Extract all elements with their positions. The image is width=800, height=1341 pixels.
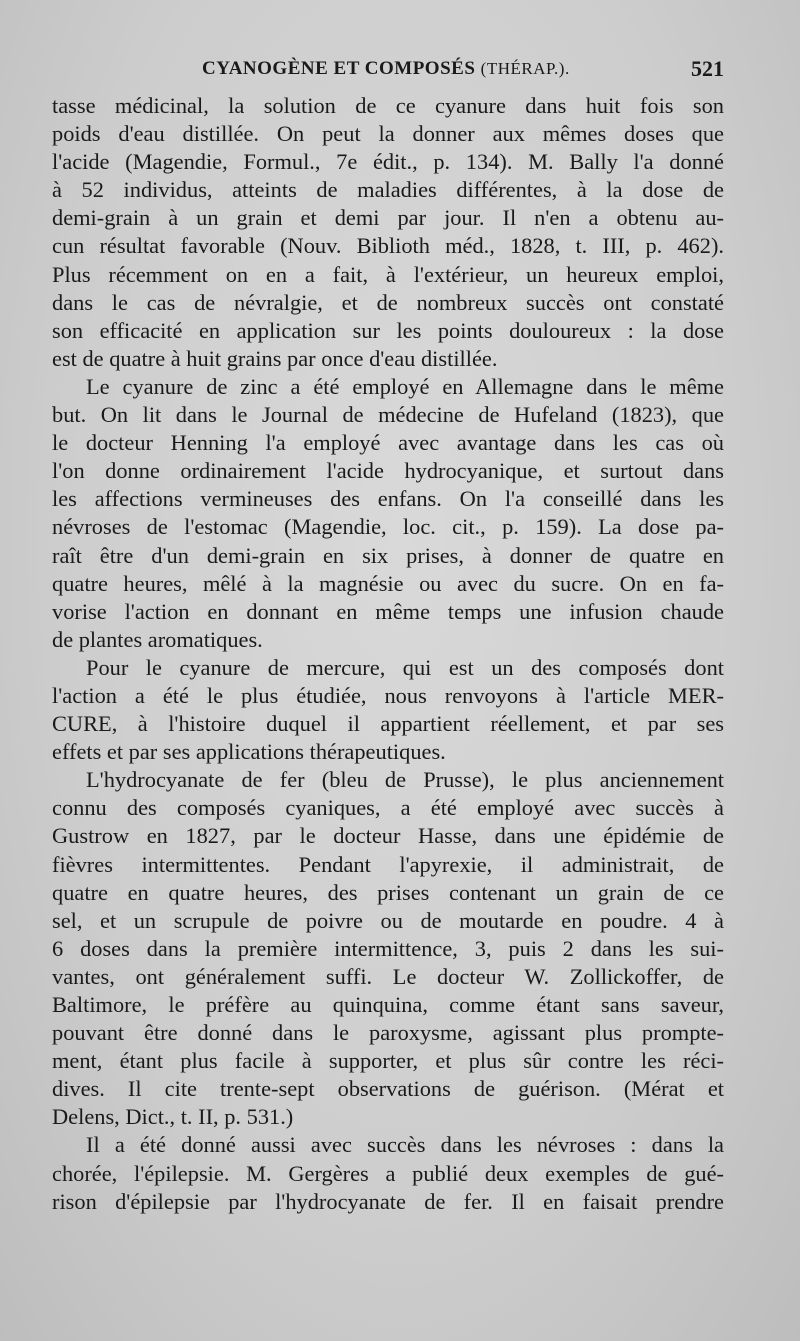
body-text — [52, 92, 724, 1216]
text-line: l'acide (Magendie, Formul., 7e édit., p. 134). M. Bally l'a donné — [52, 149, 724, 175]
running-title-sub: (THÉRAP.). — [480, 59, 570, 78]
text-line: Il a été donné aussi avec succès dans les névroses : dans la — [86, 1132, 724, 1158]
text-line: fièvres intermittentes. Pendant l'apyrexie, il administrait, de — [52, 851, 724, 877]
text-line: quatre heures, mêlé à la magnésie ou avec du sucre. On en fa- — [52, 570, 724, 596]
text-line: tasse médicinal, la solution de ce cyanure dans huit fois son — [52, 93, 724, 118]
text-line: but. On lit dans le Journal de médecine de Hufeland (1823), que — [52, 402, 724, 428]
text-line: rison d'épilepsie par l'hydrocyanate de fer. Il en faisait prendre — [52, 1188, 724, 1214]
text-line: demi-grain à un grain et demi par jour. Il n'en a obtenu au- — [52, 205, 724, 231]
text-line: quatre en quatre heures, des prises contenant un grain de ce — [52, 879, 724, 905]
text-line: ment, étant plus facile à supporter, et plus sûr contre les réci- — [52, 1048, 724, 1074]
text-line: Pour le cyanure de mercure, qui est un des composés dont — [86, 654, 724, 680]
text-line: Le cyanure de zinc a été employé en Allemagne dans le même — [86, 373, 724, 399]
text-line: dives. Il cite trente-sept observations de guérison. (Mérat et — [52, 1076, 724, 1102]
text-line: cun résultat favorable (Nouv. Biblioth méd., 1828, t. III, p. 462). — [52, 233, 724, 259]
text-line: de plantes aromatiques. — [52, 626, 263, 652]
text-line: dans le cas de névralgie, et de nombreux succès ont constaté — [52, 289, 724, 315]
text-line: l'action a été le plus étudiée, nous renvoyons à l'article MER- — [52, 682, 724, 708]
text-line: son efficacité en application sur les points douloureux : la dose — [52, 317, 724, 343]
text-line: vorise l'action en donnant en même temps une infusion chaude — [52, 598, 724, 624]
text-line: pouvant être donné dans le paroxysme, agissant plus prompte- — [52, 1020, 724, 1046]
text-line: le docteur Henning l'a employé avec avantage dans les cas où — [52, 430, 724, 456]
text-line: 6 doses dans la première intermittence, 3, puis 2 dans les sui- — [52, 935, 724, 961]
text-line: Delens, Dict., t. II, p. 531.) — [52, 1104, 294, 1130]
text-line: Baltimore, le préfère au quinquina, comme étant sans saveur, — [52, 992, 724, 1017]
text-line: L'hydrocyanate de fer (bleu de Prusse), le plus anciennement — [86, 767, 724, 793]
text-line: est de quatre à huit grains par once d'eau distillée. — [52, 345, 498, 371]
text-line: connu des composés cyaniques, a été employé avec succès à — [52, 795, 724, 821]
running-title — [202, 58, 570, 80]
text-line: poids d'eau distillée. On peut la donner aux mêmes doses que — [52, 121, 724, 147]
running-title-main: CYANOGÈNE ET COMPOSÉS — [202, 58, 476, 79]
text-line: sel, et un scrupule de poivre ou de moutarde en poudre. 4 à — [52, 907, 724, 933]
text-line: Gustrow en 1827, par le docteur Hasse, dans une épidémie de — [52, 823, 724, 849]
text-line: raît être d'un demi-grain en six prises, à donner de quatre en — [52, 542, 724, 568]
text-line: à 52 individus, atteints de maladies différentes, à la dose de — [52, 177, 724, 203]
text-line: les affections vermineuses des enfans. On l'a conseillé dans les — [52, 486, 724, 512]
page-header — [52, 58, 724, 88]
text-line: vantes, ont généralement suffi. Le docteur W. Zollickoffer, de — [52, 963, 724, 989]
text-line: effets et par ses applications thérapeutiques. — [52, 739, 446, 765]
text-line: CURE, à l'histoire duquel il appartient réellement, et par ses — [52, 711, 724, 737]
text-line: névroses de l'estomac (Magendie, loc. cit., p. 159). La dose pa- — [52, 514, 724, 540]
text-line: chorée, l'épilepsie. M. Gergères a publié deux exemples de gué- — [52, 1160, 724, 1186]
text-line: l'on donne ordinairement l'acide hydrocyanique, et surtout dans — [52, 458, 724, 484]
text-line: Plus récemment on en a fait, à l'extérieur, un heureux emploi, — [52, 261, 724, 287]
page-number: 521 — [691, 56, 724, 81]
